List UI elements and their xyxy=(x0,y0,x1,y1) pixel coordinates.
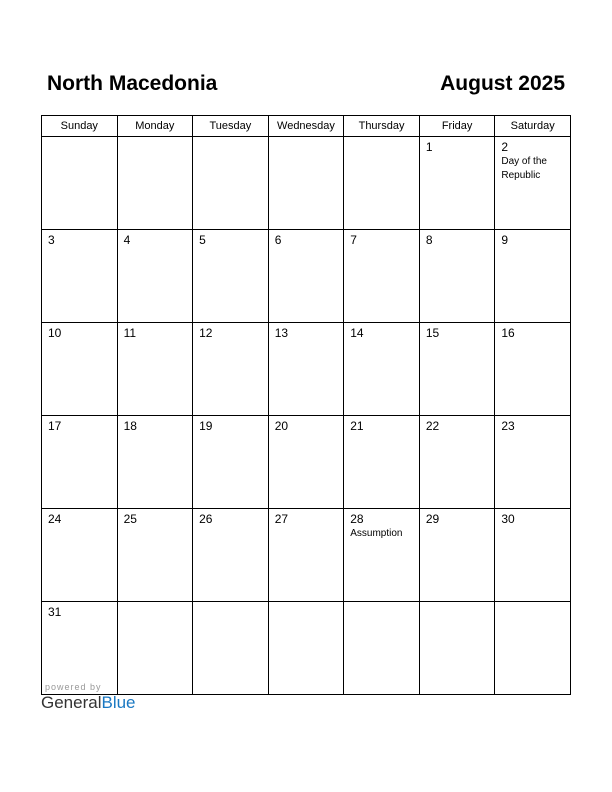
day-cell xyxy=(419,323,495,416)
day-number: 21 xyxy=(350,419,364,433)
day-cell xyxy=(344,509,420,602)
weekday-header: Wednesday xyxy=(268,116,344,137)
day-number: 11 xyxy=(123,326,137,340)
day-number: 23 xyxy=(501,419,515,433)
day-cell xyxy=(495,230,571,323)
day-cell xyxy=(42,509,118,602)
calendar-grid xyxy=(41,115,571,695)
day-number: 26 xyxy=(199,512,213,526)
day-cell xyxy=(117,230,193,323)
day-number: 10 xyxy=(48,326,62,340)
day-cell xyxy=(344,137,420,230)
day-cell xyxy=(268,602,344,695)
day-cell xyxy=(419,416,495,509)
day-cell xyxy=(193,602,269,695)
day-number: 30 xyxy=(501,512,515,526)
day-number: 29 xyxy=(425,512,440,526)
day-number: 14 xyxy=(350,326,364,340)
day-cell xyxy=(117,509,193,602)
day-cell xyxy=(419,230,495,323)
brand-blue: Blue xyxy=(101,693,136,712)
day-cell xyxy=(117,137,193,230)
day-cell xyxy=(193,416,269,509)
day-number: 25 xyxy=(123,512,137,526)
day-cell xyxy=(42,323,118,416)
day-cell xyxy=(419,509,495,602)
day-cell xyxy=(117,602,193,695)
day-number: 5 xyxy=(199,233,206,247)
day-cell xyxy=(42,416,118,509)
weekday-header: Tuesday xyxy=(193,116,269,137)
day-cell xyxy=(495,323,571,416)
day-number: 2 xyxy=(501,140,509,154)
day-cell xyxy=(268,230,344,323)
weekday-header: Friday xyxy=(419,116,495,137)
day-cell xyxy=(495,416,571,509)
day-cell xyxy=(344,602,420,695)
brand-general: General xyxy=(41,693,102,712)
day-cell xyxy=(495,137,571,230)
weekday-header: Saturday xyxy=(495,116,571,137)
weekday-header-row xyxy=(42,116,571,137)
week-row xyxy=(42,416,571,509)
week-row xyxy=(42,509,571,602)
day-cell xyxy=(42,602,118,695)
day-number: 16 xyxy=(501,326,515,340)
day-cell xyxy=(193,230,269,323)
day-number: 18 xyxy=(123,419,137,433)
day-cell xyxy=(495,509,571,602)
day-number: 31 xyxy=(48,605,62,619)
day-number: 8 xyxy=(425,233,433,247)
day-cell xyxy=(117,416,193,509)
day-number: 20 xyxy=(274,419,289,433)
day-number: 12 xyxy=(199,326,213,340)
weekday-header: Thursday xyxy=(344,116,420,137)
day-number: 3 xyxy=(48,233,55,247)
day-cell xyxy=(495,602,571,695)
weekday-header: Monday xyxy=(117,116,193,137)
week-row xyxy=(42,230,571,323)
day-number: 7 xyxy=(350,233,357,247)
day-number: 9 xyxy=(501,233,509,247)
day-cell xyxy=(42,137,118,230)
day-cell xyxy=(42,230,118,323)
day-number: 19 xyxy=(199,419,213,433)
week-row xyxy=(42,602,571,695)
day-cell xyxy=(344,323,420,416)
holiday-label: Day of the Republic xyxy=(501,156,547,181)
day-cell xyxy=(419,137,495,230)
day-number: 17 xyxy=(48,419,62,433)
day-cell xyxy=(344,230,420,323)
day-cell xyxy=(193,137,269,230)
day-number: 6 xyxy=(274,233,282,247)
day-cell xyxy=(193,509,269,602)
day-cell xyxy=(268,509,344,602)
day-cell xyxy=(193,323,269,416)
day-number: 13 xyxy=(274,326,289,340)
day-number: 24 xyxy=(48,512,62,526)
day-cell xyxy=(268,416,344,509)
day-number: 1 xyxy=(425,140,433,154)
month-year-title: August 2025 xyxy=(440,72,565,95)
day-cell xyxy=(117,323,193,416)
week-row xyxy=(42,323,571,416)
weekday-header: Sunday xyxy=(42,116,118,137)
day-number: 27 xyxy=(274,512,289,526)
week-row xyxy=(42,137,571,230)
powered-by-label: powered by xyxy=(45,682,102,692)
day-cell xyxy=(419,602,495,695)
day-cell xyxy=(268,137,344,230)
day-number: 15 xyxy=(425,326,440,340)
day-number: 28 xyxy=(350,512,364,526)
generalblue-logo xyxy=(41,693,136,713)
holiday-label: Assumption xyxy=(350,528,403,539)
day-number: 22 xyxy=(425,419,440,433)
day-cell xyxy=(268,323,344,416)
day-cell xyxy=(344,416,420,509)
country-title: North Macedonia xyxy=(47,72,218,95)
day-number: 4 xyxy=(123,233,131,247)
